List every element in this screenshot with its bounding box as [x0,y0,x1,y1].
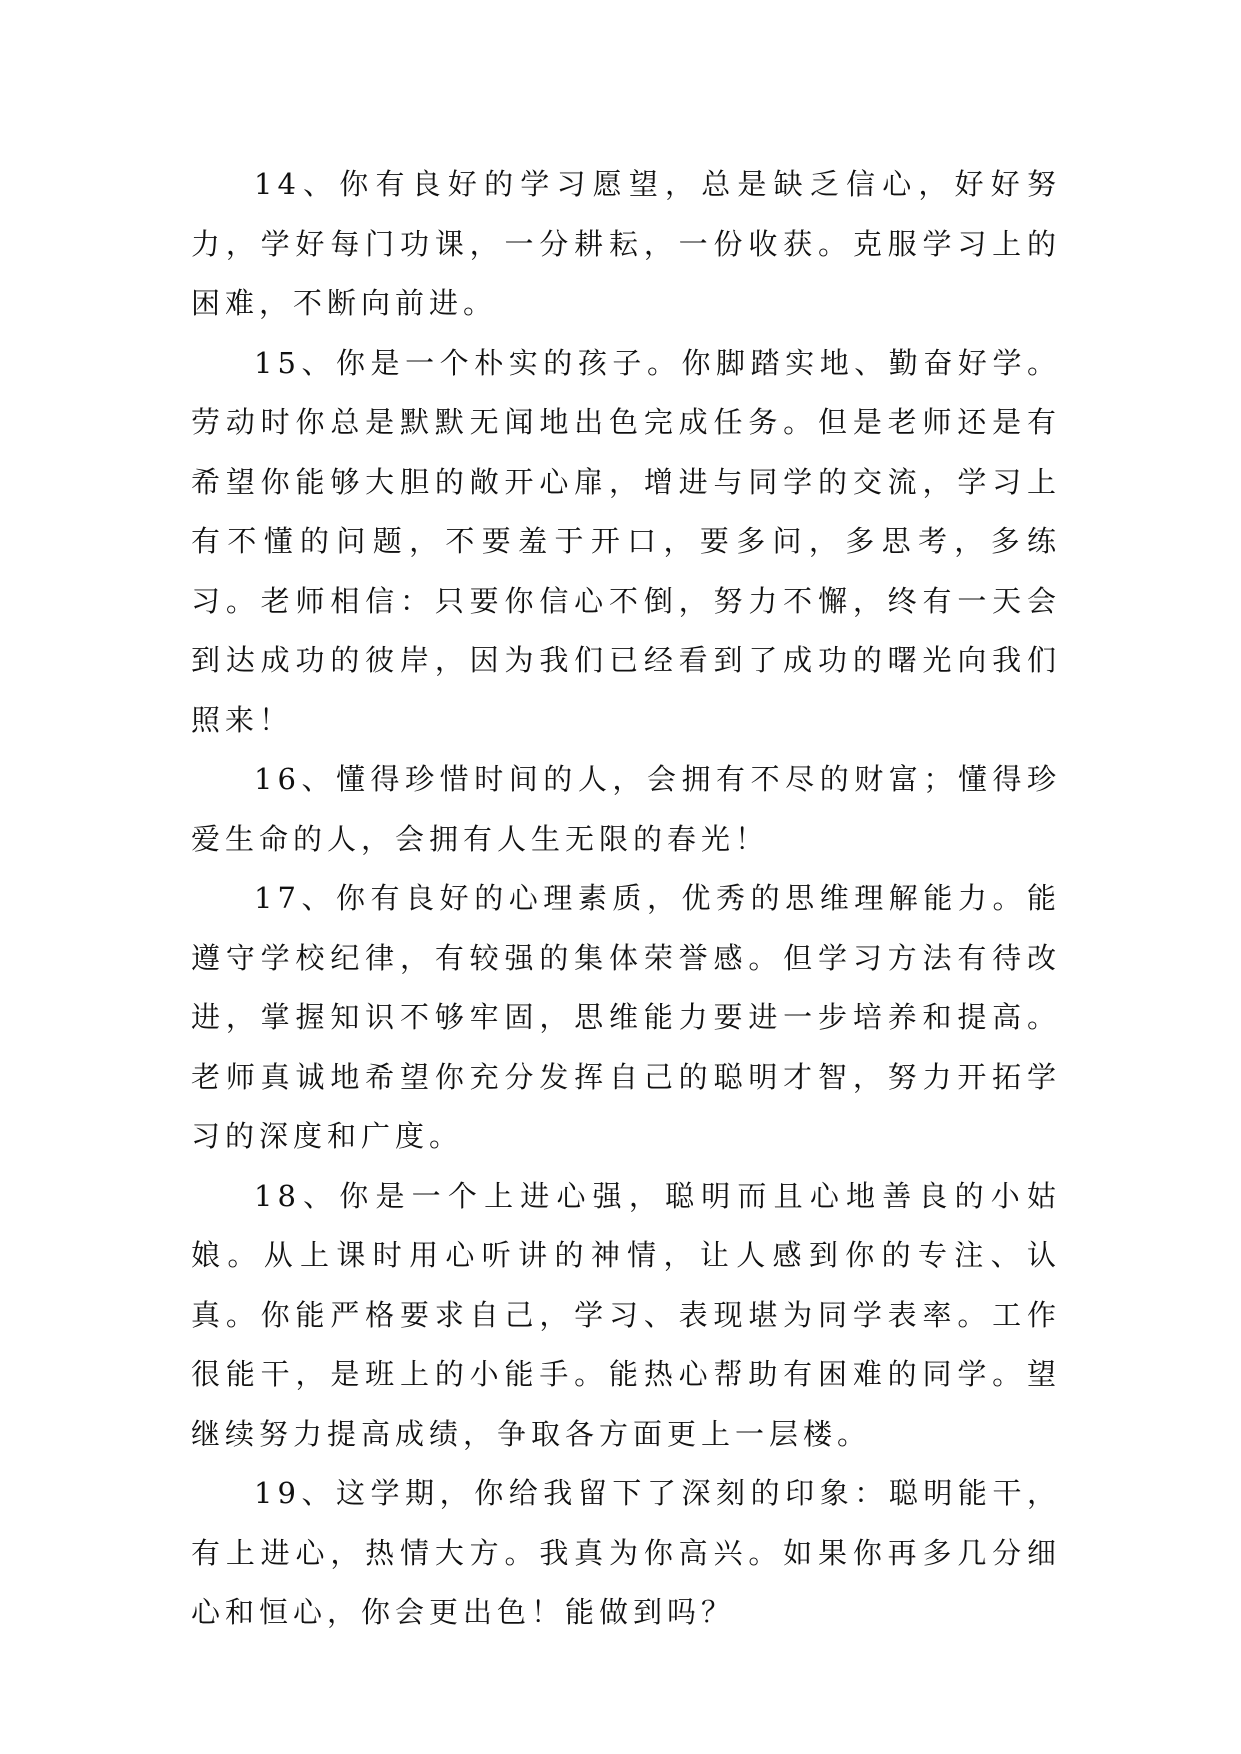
paragraph-14: 14、你有良好的学习愿望，总是缺乏信心，好好努力，学好每门功课，一分耕耘，一份收获。克服学习上的困难，不断向前进。 [191,167,1061,320]
document-body [191,155,1061,1643]
paragraph-19: 19、这学期，你给我留下了深刻的印象：聪明能干，有上进心，热情大方。我真为你高兴。如果你再多几分细心和恒心，你会更出色！能做到吗？ [191,1476,1061,1629]
paragraph-16: 16、懂得珍惜时间的人，会拥有不尽的财富；懂得珍爱生命的人，会拥有人生无限的春光！ [191,762,1061,856]
paragraph-18: 18、你是一个上进心强，聪明而且心地善良的小姑娘。从上课时用心听讲的神情，让人感到你的专注、认真。你能严格要求自己，学习、表现堪为同学表率。工作很能干，是班上的小能手。能热心帮助有困难的同学。望继续努力提高成绩，争取各方面更上一层楼。 [191,1178,1061,1451]
paragraph-15: 15、你是一个朴实的孩子。你脚踏实地、勤奋好学。劳动时你总是默默无闻地出色完成任务。但是老师还是有希望你能够大胆的敞开心扉，增进与同学的交流，学习上有不懂的问题，不要羞于开口，要多问，多思考，多练习。老师相信：只要你信心不倒，努力不懈，终有一天会到达成功的彼岸，因为我们已经看到了成功的曙光向我们照来！ [191,345,1061,737]
paragraph-17: 17、你有良好的心理素质，优秀的思维理解能力。能遵守学校纪律，有较强的集体荣誉感。但学习方法有待改进，掌握知识不够牢固，思维能力要进一步培养和提高。老师真诚地希望你充分发挥自己的聪明才智，努力开拓学习的深度和广度。 [191,881,1061,1153]
